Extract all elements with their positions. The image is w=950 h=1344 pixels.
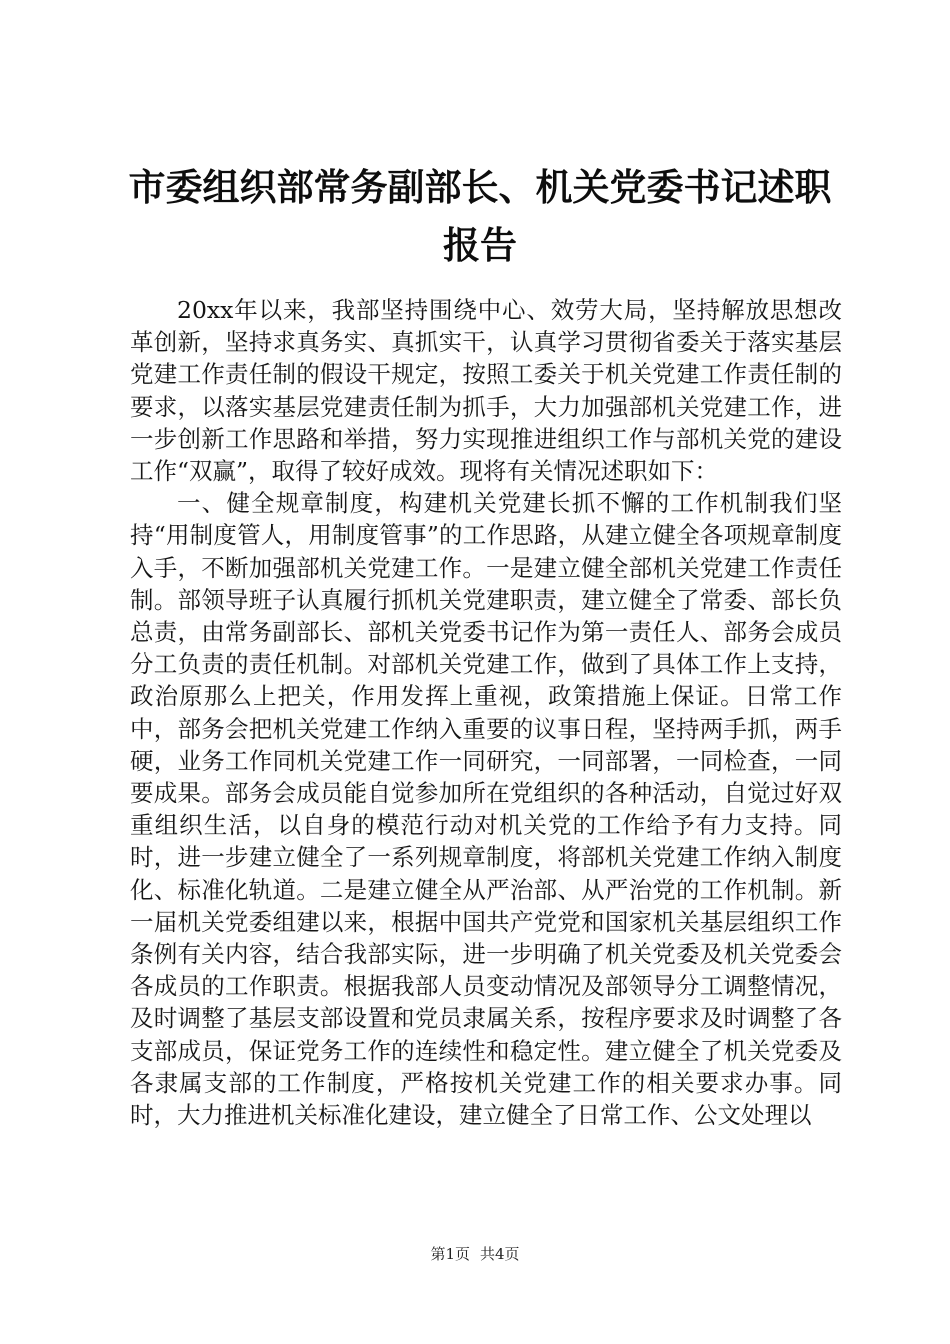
- paragraph-section-1: 一、健全规章制度，构建机关党建长抓不懈的工作机制我们坚持“用制度管人，用制度管事”的工作思路，从建立健全各项规章制度入手，不断加强部机关党建工作。一是建立健全部机关党建工作责任制。部领导班子认真履行抓机关党建职责，建立健全了常委、部长负总责，由常务副部长、部机关党委书记作为第一责任人、部务会成员分工负责的责任机制。对部机关党建工作，做到了具体工作上支持，政治原那么上把关，作用发挥上重视，政策措施上保证。日常工作中，部务会把机关党建工作纳入重要的议事日程，坚持两手抓，两手硬，业务工作同机关党建工作一同研究，一同部署，一同检查，一同要成果。部务会成员能自觉参加所在党组织的各种活动，自觉过好双重组织生活，以自身的模范行动对机关党的工作给予有力支持。同时，进一步建立健全了一系列规章制度，将部机关党建工作纳入制度化、标准化轨道。二是建立健全从严治部、从严治党的工作机制。新一届机关党委组建以来，根据中国共产党党和国家机关基层组织工作条例有关内容，结合我部实际，进一步明确了机关党委及机关党委会各成员的工作职责。根据我部人员变动情况及部领导分工调整情况，及时调整了基层支部设置和党员隶属关系，按程序要求及时调整了各支部成员，保证党务工作的连续性和稳定性。建立健全了机关党委及各隶属支部的工作制度，严格按机关党建工作的相关要求办事。同时，大力推进机关标准化建设，建立健全了日常工作、公文处理以: [130, 489, 842, 1130]
- paragraph-intro: 20xx年以来，我部坚持围绕中心、效劳大局，坚持解放思想改革创新，坚持求真务实、真抓实干，认真学习贯彻省委关于落实基层党建工作责任制的假设干规定，按照工委关于机关党建工作责任制的要求，以落实基层党建责任制为抓手，大力加强部机关党建工作，进一步创新工作思路和举措，努力实现推进组织工作与部机关党的建设工作“双赢”，取得了较好成效。现将有关情况述职如下：: [130, 296, 842, 486]
- page-number-total: 共4页: [480, 1245, 520, 1263]
- page-footer: [0, 1244, 950, 1264]
- document-body: [130, 294, 842, 1131]
- document-title: 市委组织部常务副部长、机关党委书记述职报告: [128, 165, 832, 267]
- page-number-current: 第1页: [430, 1245, 470, 1263]
